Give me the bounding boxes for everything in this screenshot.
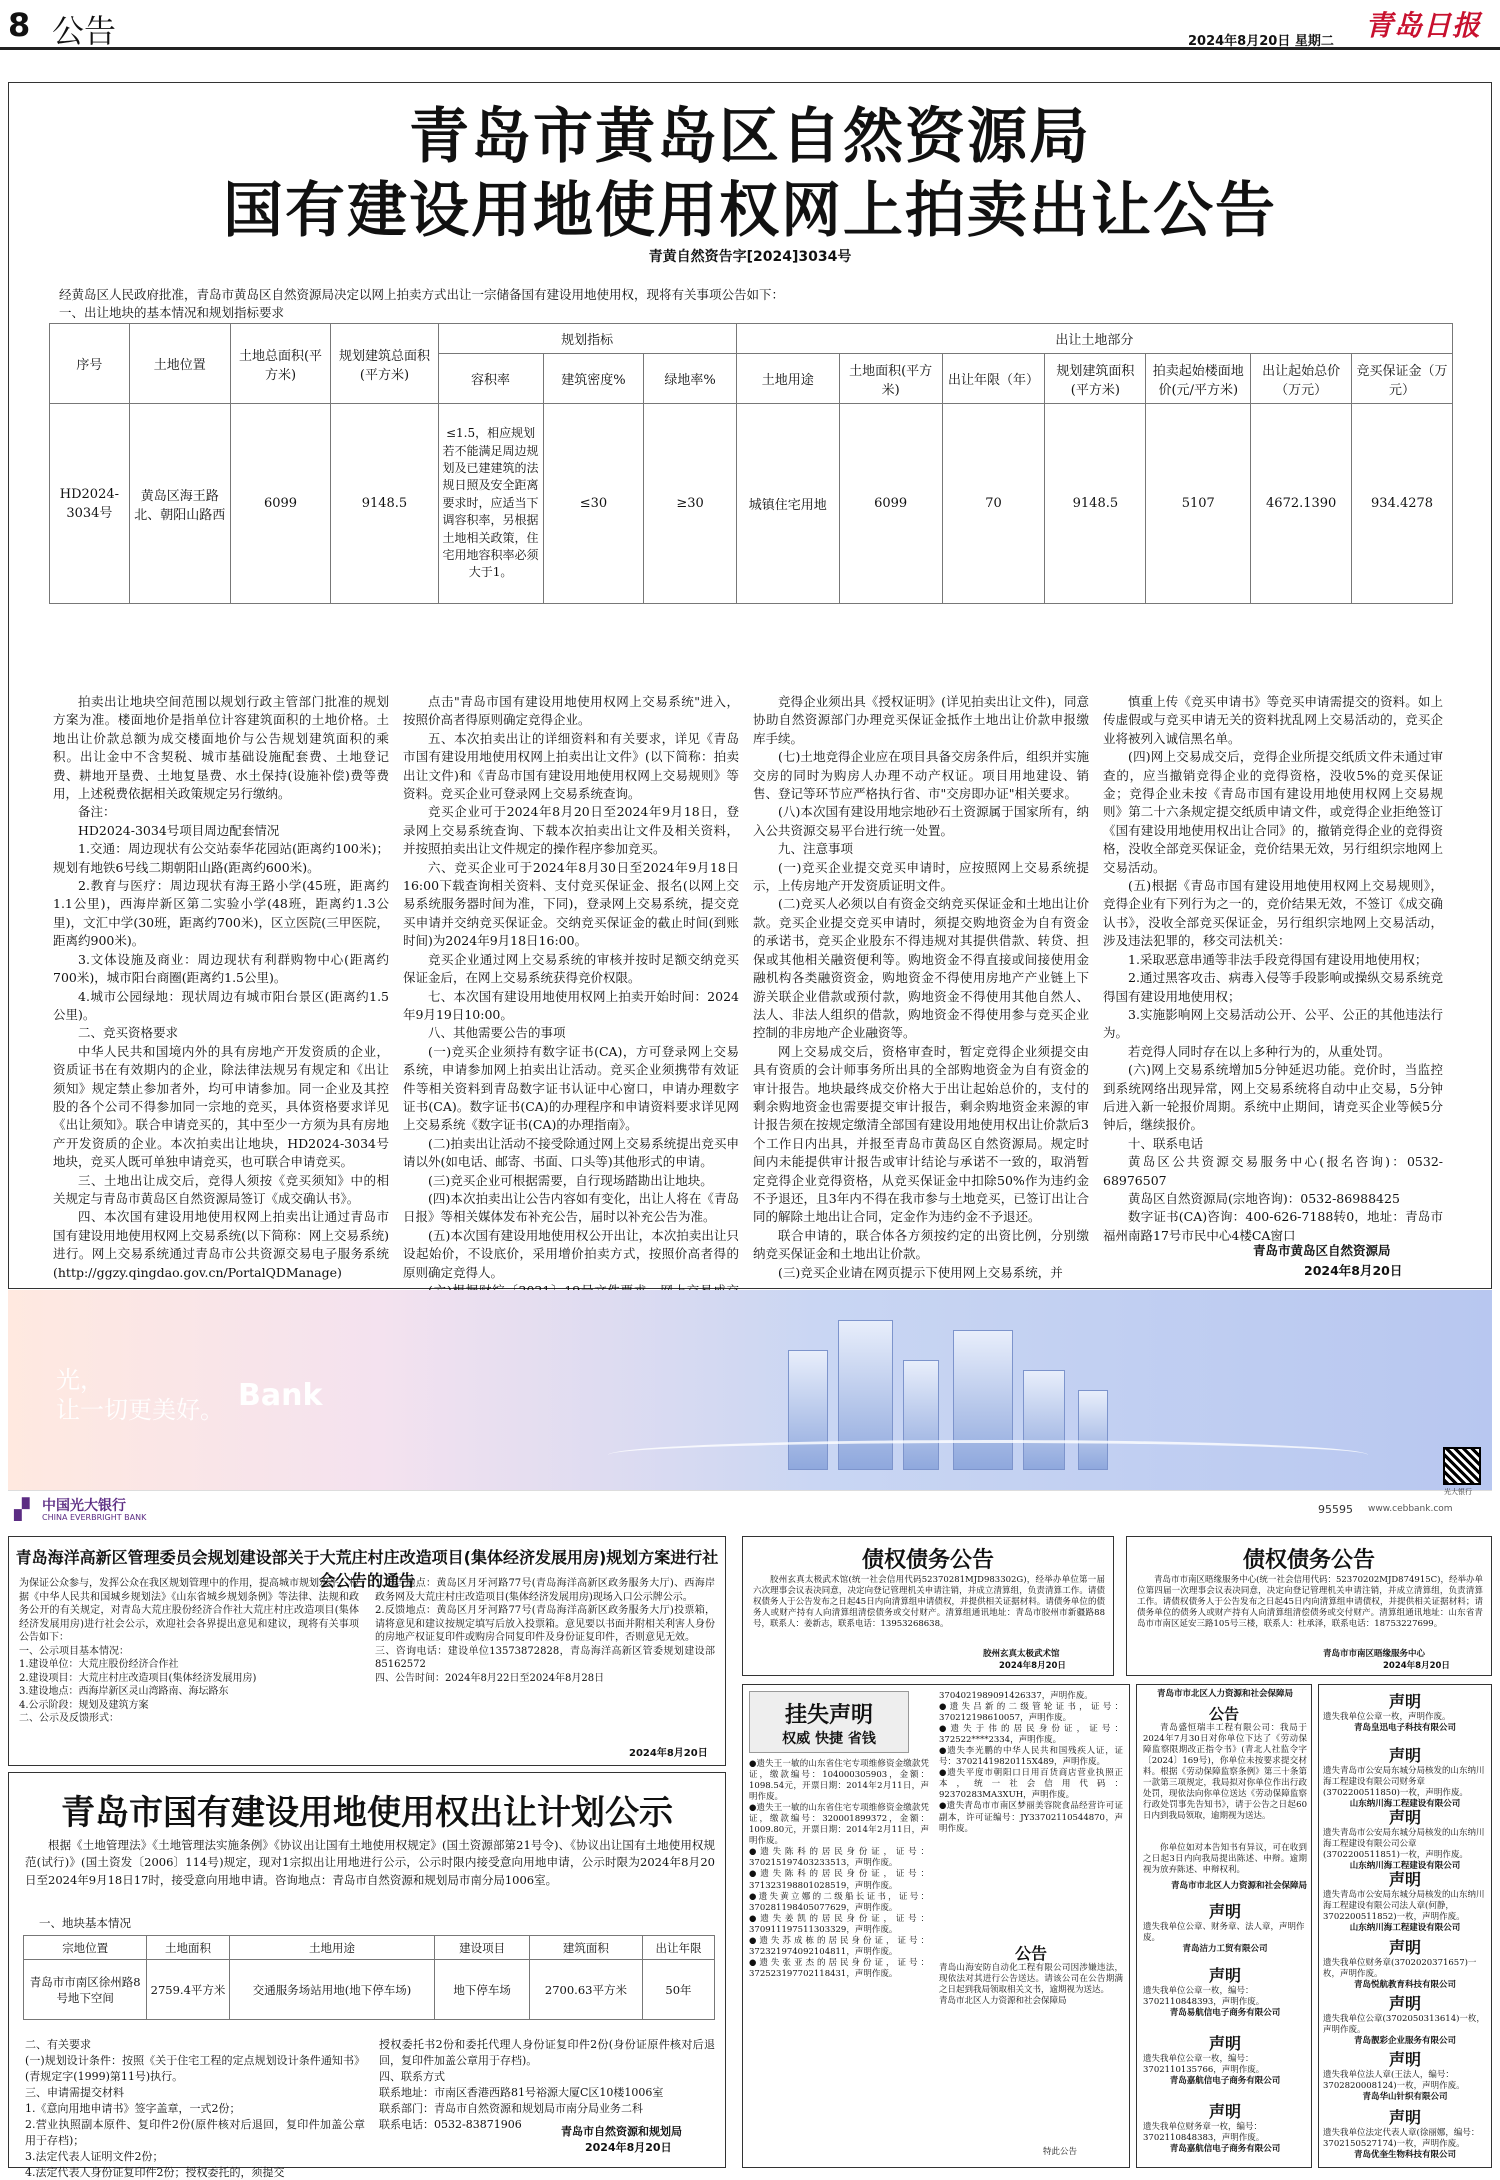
hr-notice-body-2: 你单位如对本告知书有异议，可在收到之日起3日内向我局提出陈述、申辩。逾期视为放弃陈述、申辩权利。: [1143, 1843, 1307, 1876]
declaration-org: 青岛洁力工贸有限公司: [1182, 1944, 1268, 1955]
table-cell: 6099: [839, 404, 942, 604]
paragraph: 竞得企业须出具《授权证明》(详见拍卖出让文件)，同意协助自然资源部门办理竞买保证金抵作土地出让价款申报缴库手续。: [753, 694, 1089, 746]
declaration-text: 遗失我单位公章、财务章、法人章，声明作废。: [1143, 1922, 1305, 1944]
paragraph: 十、联系电话: [1128, 1135, 1204, 1151]
table-header: 土地位置: [129, 324, 230, 404]
table-cell: 9148.5: [331, 404, 438, 604]
notice-intro: 经黄岛区人民政府批准，青岛市黄岛区自然资源局决定以网上拍卖方式出让一宗储备国有建设用地使用权，现将有关事项公告如下：: [59, 287, 785, 302]
declaration-text: 遗失我单位公章(3702050313614)一枚，声明作废。: [1323, 2014, 1485, 2036]
bank-advertisement: [8, 1290, 1492, 1530]
declaration-org: 青岛嘉航信电子商务有限公司: [1169, 2144, 1281, 2155]
table-group-header: 出让土地部分: [736, 324, 1452, 354]
table-header: 土地面积(平方米): [839, 354, 942, 404]
notice-title-line1: 青岛市黄岛区自然资源局: [409, 102, 1091, 172]
paragraph: 备注：: [78, 804, 116, 820]
table-cell: 青岛市市南区徐州路8号地下空间: [24, 1960, 147, 2020]
declaration-org: 青岛优奎生物科技有限公司: [1353, 2150, 1456, 2161]
table-header: 绿地率%: [644, 354, 736, 404]
declarations-column: [1318, 1684, 1492, 2168]
paragraph: (五)根据《青岛市国有建设用地使用权网上交易规则》，竞得企业有下列行为之一的，竞价结果无效，不签订《成交确认书》，没收全部竞买保证金，另行组织宗地网上交易活动，涉及违法犯罪的，移交司法机关：: [1103, 878, 1443, 949]
ad-bank-word: Bank: [238, 1378, 323, 1413]
table-header: 土地总面积(平方米): [230, 324, 331, 404]
land-plan-intro: 根据《土地管理法》《土地管理法实施条例》《协议出让国有土地使用权规定》(国土资源部第21号令)、《协议出让国有土地使用权规范(试行)》(国土资发〔2006〕114号)规定，现对1宗拟出让用地进行公示，公示时限内接受意向用地申请，公示时限为2024年8月20日至2024年9月18日17时，接受意向用地申请。咨询地点：青岛市自然资源和规划局市南分局1006室。: [25, 1838, 715, 1887]
paragraph: 拍卖出让地块空间范围以规划行政主管部门批准的规划方案为准。楼面地价是指单位计容建筑面积的土地价格。土地出让价款总额为成交楼面地价与公告规划建筑面积的乘积。出让金中不含契税、城市基础设施配套费、土地登记费、耕地开垦费、土地复垦费、水土保持(设施补偿)费等费用，上述税费依据相关政策规定另行缴纳。: [53, 694, 389, 802]
bank-hotline: 95595: [1318, 1503, 1353, 1516]
hr-bureau-column: [1136, 1684, 1312, 2168]
table-header: 建筑密度%: [543, 354, 644, 404]
paragraph: 黄岛区自然资源局(宗地咨询)：0532-86988425: [1128, 1190, 1400, 1206]
land-auction-notice: [8, 82, 1492, 1289]
bank-name-en: CHINA EVERBRIGHT BANK: [42, 1513, 147, 1522]
paragraph: 4.城市公园绿地：现状周边有城市阳台景区(距离约1.5公里)。: [53, 988, 389, 1022]
ad-slogan-1: 光，: [56, 1366, 104, 1394]
paragraph: (八)本次国有建设用地宗地砂石土资源属于国家所有，纳入公共资源交易平台进行统一处置。: [753, 804, 1089, 838]
planning-notice: [8, 1536, 726, 1766]
hr-bureau-title: 青岛市市北区人力资源和社会保障局: [1156, 1689, 1293, 1699]
table-cell: 黄岛区海王路北、朝阳山路西: [129, 404, 230, 604]
declaration-text: 遗失青岛市公安局东城分局核发的山东纳川海工程建设有限公司财务章(3702200511850)一枚，声明作废。: [1323, 1766, 1485, 1799]
paragraph: 网上交易成交后，资格审查时，暂定竞得企业须提交由具有资质的会计师事务所出具的全部购地资金为自有资金的审计报告。地块最终成交价格大于出让起始总价的，支付的剩余购地资金也需要提交审计报告，剩余购地资金来源的审计报告须在按规定缴清全部国有建设用地使用权出让价款后3个工作日内出具，并报至青岛市黄岛区自然资源局。规定时间内未能提供审计报告或审计结论与承诺不一致的，取消暂定竞得企业竞得资格，从竞买保证金中扣除50%作为违约金不予退还，且3年内不得在我市参与土地竞买，已签订出让合同的解除土地出让合同，定金作为违约金不予退还。: [753, 1043, 1089, 1225]
declaration-card: [1323, 1935, 1487, 1991]
declaration-text: 遗失我单位财务章(3702020371657)一枚，声明作废。: [1323, 1958, 1477, 1980]
paragraph: 七、本次国有建设用地使用权网上拍卖开始时间：2024年9月19日10:00。: [403, 988, 739, 1022]
declaration-org: 青岛嘉航信电子商务有限公司: [1169, 2076, 1281, 2087]
declaration-text: 遗失我单位财务章一枚，编号：3702110848383，声明作废。: [1143, 2122, 1265, 2144]
paragraph: (五)本次国有建设用地使用权公开出让，本次拍卖出让只设起始价，不设底价，采用增价拍卖方式，按照价高者得的原则确定竞得人。: [403, 1227, 739, 1280]
declaration-card: [1323, 2105, 1487, 2161]
paragraph: (七)土地竞得企业应在项目具备交房条件后，组织并实施交房的同时为购房人办理不动产权证。项目用地建设、销售、登记等环节应严格执行省、市"交房即办证"相关要求。: [753, 749, 1089, 802]
planning-notice-left: 为保证公众参与，发挥公众在我区规划管理中的作用，提高城市规划水平，根据《中华人民共和国城乡规划法》《山东省城乡规划条例》等法律、法规和政务公开的有关规定，对青岛大荒庄股份经济合作社大荒庄村庄改造项目(集体经济发展用房)进行社会公示，欢迎社会各界提出意见和建议，现将有关事项公告如下： 一、公示项目基本情况： 1.建设单位：大荒庄股份经济合作社 2.建设项目：大荒庄村庄改造项目(集体经济发展用房) 3.建设地点：西海岸新区灵山湾路南、海坛路东 4.公示阶段：规划及建筑方案 二、公示及反馈形式：: [19, 1578, 359, 1724]
lost-items-column-1: ●遗失王一敏的山东省住宅专项维修资金缴款凭证，缴款编号：104000305903，金额：1098.54元，开票日期：2014年2月11日，声明作废。 ●遗失王一敏的山东省住宅专项维修资金缴款凭证，缴款编号：320001899372，金额：1009.80元，开票日期：2014年2月11日，声明作废。 ●遗失陈科的居民身份证，证号：370215197403233513，声明作废。 ●遗失陈科的居民身份证，证号：371323198801028519，声明作废。 ●遗失黄立娜的二级船长证书，证号：370281198405077629，声明作废。 ●遗失姜凯的居民身份证，证号：370911197511303329，声明作废。 ●遗失苏成栋的居民身份证，证号：372321974092104811，声明作废。 ●遗失张亚杰的居民身份证，证号：372523197702118431，声明作废。: [749, 1759, 929, 1979]
table-header: 拍卖起始楼面地价(元/平方米): [1146, 354, 1251, 404]
ad-footer: [8, 1490, 1492, 1530]
debt-notice-signature: 胶州玄真太极武术馆: [983, 1649, 1060, 1659]
declaration-card: [1323, 1805, 1487, 1872]
table-cell: 9148.5: [1045, 404, 1146, 604]
declaration-title: 声明: [1388, 1692, 1421, 1711]
paragraph: (三)竞买企业可根据需要，自行现场踏勘出让地块。: [428, 1172, 713, 1188]
paragraph: (六)网上交易系统增加5分钟延迟功能。竞价时，当监控到系统网络出现异常，网上交易系统将自动中止交易，5分钟后进入新一轮报价周期。系统中止期间，请竞买企业等候5分钟后，继续报价。: [1103, 1062, 1443, 1133]
declaration-title: 声明: [1388, 2050, 1421, 2069]
land-plan-date: 2024年8月20日: [585, 2141, 672, 2154]
land-plan-subheading: 一、地块基本情况: [39, 1916, 131, 1930]
bank-logo-icon: ▞: [14, 1497, 30, 1521]
paragraph: 1.采取恶意串通等非法手段竞得国有建设用地使用权；: [1128, 951, 1428, 967]
land-info-table: [49, 323, 1453, 604]
paragraph: (四)本次拍卖出让公告内容如有变化，出让人将在《青岛日报》等相关媒体发布补充公告，届时以补充公告为准。: [403, 1190, 739, 1225]
table-cell: HD2024-3034号: [50, 404, 130, 604]
table-cell: 4672.1390: [1251, 404, 1352, 604]
paragraph: 慎重上传《竞买申请书》等竞买申请需提交的资料。如上传虚假或与竞买申请无关的资料扰乱网上交易活动的，竞买企业将被列入诚信黑名单。: [1103, 694, 1443, 746]
declaration-card: [1323, 2047, 1487, 2103]
paragraph: (二)竞买人必须以自有资金交纳竞买保证金和土地出让价款。竞买企业提交竞买申请时，须提交购地资金为自有资金的承诺书，竞买企业股东不得违规对其提供借款、转贷、担保或其他相关融资便利等。购地资金不得直接或间接使用金融机构各类融资资金，购地资金不得使用房地产产业链上下游关联企业借款或预付款，购地资金不得使用其他自然人、法人、非法人组织的借款，购地资金不得使用参与竞买企业控制的非房地产企业融资等。: [753, 896, 1089, 1041]
paragraph: 六、竞买企业可于2024年8月30日至2024年9月18日16:00下载查询相关资料、支付竞买保证金、报名(以网上交易系统服务器时间为准，下同)，登录网上交易系统，提交竞买申请并交纳竞买保证金。交纳竞买保证金的截止时间(到账时间)为2024年9月18日16:00。: [403, 859, 739, 949]
bank-website: www.cebbank.com: [1368, 1504, 1453, 1514]
paragraph: 三、土地出让成交后，竞得人须按《竞买须知》中的相关规定与青岛市黄岛区自然资源局签订《成交确认书》。: [53, 1172, 389, 1206]
table-header: 规划建筑总面积(平方米): [331, 324, 438, 404]
table-cell: 2700.63平方米: [529, 1960, 642, 2020]
paragraph: 3.实施影响网上交易活动公开、公平、公正的其他违法行为。: [1103, 1006, 1443, 1041]
notice-date: 2024年8月20日: [1304, 1263, 1403, 1278]
land-plan-signature: 青岛市自然资源和规划局: [561, 2125, 682, 2138]
lost-subtitle: 权威 快捷 省钱: [782, 1731, 876, 1747]
notice-column-3: [753, 693, 1089, 1279]
hr-notice-signature: 青岛市市北区人力资源和社会保障局: [1170, 1881, 1307, 1891]
declaration-card: [1143, 1899, 1307, 1955]
declaration-title: 声明: [1208, 1966, 1241, 1985]
table-header: 宗地位置: [24, 1936, 147, 1960]
table-header: 土地用途: [229, 1936, 435, 1960]
paragraph: 3.文体设施及商业：周边现状有利群购物中心(距离约700米)，城市阳台商圈(距离约1.5公里)。: [53, 951, 389, 986]
table-cell: ≤30: [543, 404, 644, 604]
paragraph: (三)竞买企业请在网页提示下使用网上交易系统，并: [778, 1264, 1063, 1280]
paragraph: (一)竞买企业提交竞买申请时，应按照网上交易系统提示，上传房地产开发资质证明文件。: [753, 859, 1089, 894]
public-notice-title: 公告: [1014, 1944, 1047, 1963]
paragraph: 2.通过黑客攻击、病毒入侵等手段影响或操纵交易系统竞得国有建设用地使用权；: [1103, 970, 1443, 1004]
table-cell: 地下停车场: [435, 1960, 530, 2020]
declaration-title: 声明: [1388, 1994, 1421, 2013]
declaration-org: 青岛易航信电子商务有限公司: [1169, 2008, 1281, 2019]
lost-items-column-2: 3704021989091426337，声明作废。 ●遗失吕新的二级管轮证书，证号：370212198610057，声明作废。 ●遗失于伟的居民身份证，证号：372522****2334，声明作废。 ●遗失李光鹏的中华人民共和国残疾人证，证号：37021419820115X489，声明作废。 ●遗失平度市朝阳口日用百货商店营业执照正本，统一社会信用代码：92370283MA3XUH，声明作废。 ●遗失青岛市市南区梦丽美容院食品经营许可证副本，许可证编号：JY33702110544870，声明作废。: [939, 1691, 1123, 1834]
land-plan-right: 授权委托书2份和委托代理人身份证复印件2份(身份证原件核对后退回，复印件加盖公章用于存档)。 四、联系方式 联系地址：市南区香港西路81号裕源大厦C区10楼1006室 联系部门：青岛市自然资源和规划局市南分局业务二科 联系电话：0532-83871906: [379, 2038, 715, 2131]
table-header: 土地面积: [147, 1936, 229, 1960]
table-cell: ≤1.5，相应规划若不能满足周边规划及已建建筑的法规日照及安全距离要求时，应适当下调容积率，另根据土地相关政策，住宅用地容积率必须大于1。: [438, 404, 543, 604]
declaration-text: 遗失青岛市公安局东城分局核发的山东纳川海工程建设有限公司公章(3702200511851)一枚，声明作废。: [1323, 1828, 1485, 1861]
declaration-card: [1143, 1963, 1307, 2019]
notice-column-1: [53, 693, 389, 1279]
declaration-title: 声明: [1208, 1902, 1241, 1921]
paragraph: 二、竞买资格要求: [78, 1025, 179, 1041]
declaration-text: 遗失我单位法人章(王法人，编号：3702820008124)一枚，声明作废。: [1323, 2070, 1465, 2092]
public-notice-body: 青岛山海安防自动化工程有限公司因涉嫌违法，现依法对其进行公告送达。请该公司在公告期满之日起到我局领取相关文书，逾期视为送达。 青岛市北区人力资源和社会保障局: [939, 1963, 1123, 2007]
declaration-title: 声明: [1388, 1870, 1421, 1889]
table-cell: 70: [942, 404, 1045, 604]
declaration-title: 声明: [1388, 1938, 1421, 1957]
bank-name: 中国光大银行: [42, 1498, 126, 1514]
page-number: 8: [8, 6, 31, 44]
table-cell: 50年: [642, 1960, 714, 2020]
land-plan-title: 青岛市国有建设用地使用权出让计划公示: [61, 1793, 673, 1833]
declaration-org: 山东纳川海工程建设有限公司: [1349, 1861, 1461, 1872]
hr-notice-title: 公告: [1208, 1705, 1239, 1723]
debt-notice-title: 债权债务公告: [1242, 1548, 1375, 1573]
table-header: 建筑面积: [529, 1936, 642, 1960]
debt-notice-signature: 青岛市市南区晤缘服务中心: [1323, 1649, 1426, 1659]
special-notice: 特此公告: [1043, 2147, 1078, 2157]
paragraph: 1.交通：周边现状有公交站泰华花园站(距离约100米)；规划有地铁6号线二期朝阳山路(距离约600米)。: [53, 841, 389, 875]
declaration-card: [1323, 1689, 1487, 1734]
table-header: 建设项目: [435, 1936, 530, 1960]
declaration-title: 声明: [1208, 2034, 1241, 2053]
lost-header: [749, 1691, 909, 1753]
debt-notice-body: 胶州玄真太极武术馆(统一社会信用代码52370281MJD983302G)，经举办单位第一届六次理事会议表决同意，决定向登记管理机关申请注销，并成立清算组，负责清算工作。请债权债务人于公告发布之日起45日内向清算组申请债权，并提供相关证据材料。请债务单位的债务人或财产持有人向清算组清偿债务或交付财产。清算组通讯地址：青岛市胶州市新疆路88号，联系人：姜新志，联系电话：13953268638。: [753, 1575, 1105, 1630]
paragraph: (四)网上交易成交后，竞得企业所提交纸质文件未通过审查的，应当撤销竞得企业的竞得资格，没收5%的竞买保证金；竞得企业未按《青岛市国有建设用地使用权网上交易规则》第二十六条规定提交纸质申请文件，或竞得企业拒绝签订《国有建设用地使用权出让合同》的，撤销竞得企业的竞得资格，没收全部竞买保证金，竞价结果无效，另行组织宗地网上交易活动。: [1103, 749, 1443, 875]
declaration-card: [1143, 2031, 1307, 2087]
table-cell: 934.4278: [1352, 404, 1453, 604]
declaration-card: [1323, 1743, 1487, 1810]
table-cell: ≥30: [644, 404, 736, 604]
paragraph: 2.教育与医疗：周边现状有海王路小学(45班，距离约1.1公里)，西海岸新区第二实验小学(48班，距离约1.3公里)，文汇中学(30班，距离约700米)，区立医院(三甲医院，距离约900米)。: [53, 878, 389, 949]
hr-notice-body: 青岛盛恒瑞丰工程有限公司：我局于2024年7月30日对你单位下达了《劳动保障监察限期改正指令书》(青北人社监令字〔2024〕169号)，你单位未按要求提交材料。根据《劳动保障监察条例》第三十条第一款第三项规定，我局拟对你单位作出行政处罚，现依法向你单位送达《劳动保障监察行政处罚事先告知书》，请于公告之日起60日内到我局领取，逾期视为送达。: [1143, 1723, 1307, 1822]
declaration-title: 声明: [1388, 2108, 1421, 2127]
notice-title-line2: 国有建设用地使用权网上拍卖出让公告: [223, 176, 1277, 246]
paragraph: 数字证书(CA)咨询：400-626-7188转0，地址：青岛市福州南路17号市民中心4楼CA窗口: [1103, 1209, 1443, 1243]
notice-column-4: [1103, 693, 1443, 1243]
paragraph: 八、其他需要公告的事项: [428, 1025, 566, 1041]
paragraph: (二)拍卖出让活动不接受除通过网上交易系统提出竞买申请以外(如电话、邮寄、书面、口头等)其他形式的申请。: [403, 1135, 739, 1170]
notice-signature: 青岛市黄岛区自然资源局: [1253, 1243, 1391, 1258]
declaration-text: 遗失我单位公章一枚，编号：3702110135766，声明作废。: [1143, 2054, 1265, 2076]
date-line: 2024年8月20日 星期二: [1188, 34, 1334, 49]
table-header: 容积率: [438, 354, 543, 404]
declaration-org: 山东纳川海工程建设有限公司: [1349, 1799, 1461, 1810]
declaration-title: 声明: [1388, 1808, 1421, 1827]
table-header: 土地用途: [736, 354, 839, 404]
planning-notice-right: 1.公告地点：黄岛区月牙河路77号(青岛海洋高新区政务服务大厅)、西海岸政务网及大荒庄村庄改造项目(集体经济发展用房)现场入口公示牌公示。 2.反馈地点：黄岛区月牙河路77号(青岛海洋高新区政务服务大厅)投票箱，请将意见和建议按规定填写后放入投票箱。意见要以书面并附相关利害人身份的房地产权证复印件或购房合同复印件及身份证复印件，否则意见无效。 三、咨询电话：建设单位13573872828，青岛海洋高新区管委规划建设部85162572 四、公告时间：2024年8月22日至2024年8月28日: [375, 1578, 715, 1684]
table-group-header: 规划指标: [438, 324, 736, 354]
table-cell: 交通服务场站用地(地下停车场): [229, 1960, 435, 2020]
paragraph: 黄岛区公共资源交易服务中心(报名咨询)：0532-68976507: [1103, 1154, 1443, 1188]
table-header: 序号: [50, 324, 130, 404]
paragraph: 若竞得人同时存在以上多种行为的，从重处罚。: [1128, 1043, 1391, 1059]
table-header: 规划建筑面积(平方米): [1045, 354, 1146, 404]
planning-notice-title: 青岛海洋高新区管理委员会规划建设部关于大荒庄村庄改造项目(集体经济发展用房)规划方案进行社会公告的通告: [15, 1548, 719, 1590]
land-plan-left: 二、有关要求 (一)规划设计条件：按照《关于住宅工程的定点规划设计条件通知书》(青规定字(1999)第11号)执行。 三、申请需提交材料 1.《意向用地申请书》签字盖章，一式2份； 2.营业执照副本原件、复印件2份(原件核对后退回，复印件加盖公章用于存档)； 3.法定代表人证明文件2份； 4.法定代表人身份证复印件2份；授权委托的，须提交: [25, 2038, 365, 2179]
declaration-text: 遗失我单位公章一枚，声明作废。: [1323, 1712, 1451, 1722]
paragraph: 五、本次拍卖出让的详细资料和有关要求，详见《青岛市国有建设用地使用权网上拍卖出让文件》(以下简称：拍卖出让文件)和《青岛市国有建设用地使用权网上交易规则》等资料。竞买企业可登录网上交易系统查询。: [403, 730, 739, 802]
section-heading: 一、出让地块的基本情况和规划指标要求: [59, 305, 285, 320]
declaration-text: 遗失我单位公章一枚，编号：3702110848393，声明作废。: [1143, 1986, 1265, 2008]
debt-notice-title: 债权债务公告: [861, 1548, 994, 1573]
land-plan-notice: [8, 1772, 726, 2179]
paragraph: 四、本次国有建设用地使用权网上拍卖出让通过青岛市国有建设用地使用权网上交易系统(以下简称：网上交易系统)进行。网上交易系统通过青岛市公共资源交易电子服务系统(http://ggzy.qingdao.gov.cn/PortalQDManage): [53, 1209, 389, 1280]
table-header: 竞买保证金（万元）: [1352, 354, 1453, 404]
lost-title: 挂失声明: [784, 1703, 873, 1728]
ad-slogan-2: 让一切更美好。: [56, 1396, 224, 1424]
paragraph: 竞买企业可于2024年8月20日至2024年9月18日，登录网上交易系统查询、下载本次拍卖出让文件及相关资料，并按照拍卖出让文件规定的操作程序参加竞买。: [403, 804, 739, 857]
declaration-text: 遗失我单位法定代表人章(徐丽娜，编号：3702150527174)一枚，声明作废。: [1323, 2128, 1480, 2150]
declaration-title: 声明: [1388, 1746, 1421, 1765]
table-header: 出让年限: [642, 1936, 714, 1960]
declaration-org: 青岛悦航教育科技有限公司: [1353, 1980, 1456, 1991]
planning-notice-date: 2024年8月20日: [629, 1748, 708, 1759]
paragraph: 点击"青岛市国有建设用地使用权网上交易系统"进入，按照价高者得原则确定竞得企业。: [403, 694, 739, 728]
paragraph: 联合申请的，联合体各方须按约定的出资比例，分别缴纳竞买保证金和土地出让价款。: [753, 1227, 1089, 1262]
declaration-text: 遗失青岛市公安局东城分局核发的山东纳川海工程建设有限公司法人章(何静，3702200511852)一枚，声明作废。: [1323, 1890, 1485, 1923]
paragraph: 中华人民共和国境内外的具有房地产开发资质的企业，资质证书在有效期内的企业，除法律法规另有规定和《出让须知》规定禁止参加者外，均可申请参加。同一企业及其控股的各个公司不得参加同一宗地的竞买，具体资格要求详见《出让须知》。联合申请竞买的，其中至少一方须为具有房地产开发资质的企业。本次拍卖出让地块，HD2024-3034号地块，竞买人既可单独申请竞买，也可联合申请竞买。: [53, 1043, 389, 1170]
notice-column-2: [403, 693, 739, 1279]
declaration-org: 青岛皇迅电子科技有限公司: [1353, 1723, 1456, 1734]
declaration-card: [1323, 1867, 1487, 1934]
paragraph: (一)竞买企业须持有数字证书(CA)，方可登录网上交易系统，申请参加网上拍卖出让活动。竞买企业须携带有效证件等相关资料到青岛数字证书认证中心窗口，申请办理数字证书(CA)。数字证书(CA)的办理程序和申请资料要求详见网上交易系统《数字证书(CA)的办理指南》。: [403, 1043, 739, 1133]
debt-notice-2: [1126, 1536, 1492, 1676]
doc-number: 青黄自然资告字[2024]3034号: [648, 249, 852, 265]
section-name: 公告: [52, 12, 117, 50]
qr-code-icon: [1443, 1447, 1481, 1485]
paragraph: 九、注意事项: [778, 841, 854, 857]
paragraph: HD2024-3034号项目周边配套情况: [78, 822, 280, 838]
debt-notice-body: 青岛市市南区晤缘服务中心(统一社会信用代码：52370202MJD874915C)，经举办单位第四届一次理事会议表决同意，决定向登记管理机关申请注销，并成立清算组，负责清算工作。请债权债务人于公告发布之日起45日内向清算组申请债权，并提供相关证据材料；请债务单位的债务人或财产持有人向清算组清偿债务或交付财产。清算组通讯地址：山东省青岛市市南区延安三路105号三楼，联系人：杜承泽，联系电话：18753227699。: [1137, 1575, 1483, 1630]
debt-notice-date: 2024年8月20日: [999, 1661, 1066, 1671]
masthead: [0, 0, 1500, 50]
table-cell: 城镇住宅用地: [736, 404, 839, 604]
table-cell: 5107: [1146, 404, 1251, 604]
debt-notice-date: 2024年8月20日: [1383, 1661, 1450, 1671]
newspaper-logo: 青岛日报: [1365, 9, 1482, 42]
table-cell: 6099: [230, 404, 331, 604]
paragraph: 竞买企业通过网上交易系统的审核并按时足额交纳竞买保证金后，在网上交易系统获得竞价权限。: [403, 951, 739, 986]
declaration-org: 青岛华山针织有限公司: [1362, 2092, 1448, 2103]
lost-declarations: [742, 1684, 1130, 2168]
qr-caption: 光大银行: [1444, 1488, 1472, 1496]
declaration-card: [1323, 1991, 1487, 2047]
table-header: 出让年限（年）: [942, 354, 1045, 404]
land-plan-table: [23, 1935, 715, 2020]
table-header: 出让起始总价（万元）: [1251, 354, 1352, 404]
table-cell: 2759.4平方米: [147, 1960, 229, 2020]
declaration-org: 青岛靓彩企业服务有限公司: [1353, 2036, 1456, 2047]
declaration-org: 山东纳川海工程建设有限公司: [1349, 1923, 1461, 1934]
declaration-card: [1143, 2099, 1307, 2155]
declaration-title: 声明: [1208, 2102, 1241, 2121]
debt-notice-1: [742, 1536, 1114, 1676]
